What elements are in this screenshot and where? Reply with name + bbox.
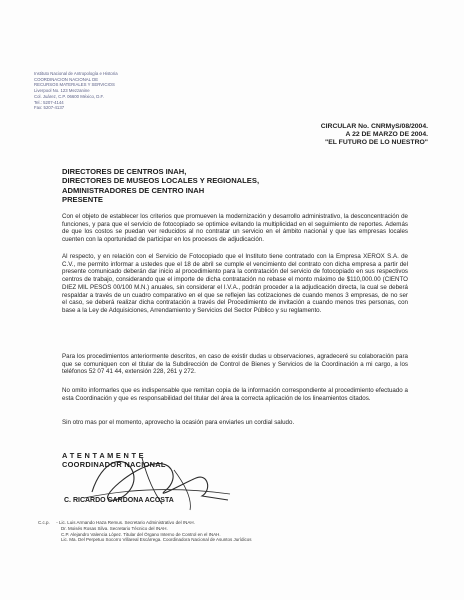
letterhead-line: Col. Juárez, C.P. 06600 México, D.F. [34, 93, 104, 99]
addressee-line: PRESENTE [62, 194, 103, 204]
circular-motto: "EL FUTURO DE LO NUESTRO" [325, 139, 428, 146]
letterhead-line: Liverpool No. 123 Mezzanine [34, 88, 90, 94]
ccp-recipient: - Lic. Luis Armando Haza Remus. Secretario Administrativo del INAH. [56, 520, 195, 525]
carbon-copy-list [38, 520, 368, 543]
addressee-line: DIRECTORES DE MUSEOS LOCALES Y REGIONALES, [62, 176, 260, 186]
addressee-line: ADMINISTRADORES DE CENTRO INAH [62, 185, 205, 195]
signer-title: COORDINADOR NACIONAL [62, 460, 166, 469]
letterhead-line: Instituto Nacional de Antropología e Historia [34, 71, 118, 76]
closing-text: A T E N T A M E N T E [62, 451, 144, 460]
ccp-recipient: Dr. Moisés Rosas Silva. Secretario Técnico del INAH. [61, 525, 168, 531]
ccp-label: C.c.p. [38, 520, 50, 525]
circular-date: A 22 DE MARZO DE 2004. [345, 131, 428, 138]
addressee-block [62, 167, 259, 204]
circular-number: CIRCULAR No. CNRMyS/08/2004. [320, 123, 428, 130]
signature-block [62, 440, 262, 520]
ccp-recipient: Lic. Ma. Del Perpetuo Socorro Villareal Escárrega. Coordinadora Nacional de Asuntos Jurídicos [61, 537, 252, 543]
body-paragraph: Sin otro mas por el momento, aprovecho la ocasión para enviarles un cordial saludo. [62, 419, 295, 426]
circular-header [321, 123, 428, 147]
letterhead-line: Tel.: 5207-4144 [34, 99, 64, 105]
letterhead-line: Fax: 5207-4137 [34, 105, 65, 111]
body-paragraph: Al respecto, y en relación con el Servicio de Fotocopiado que el Instituto tiene contratado con la Empresa XEROX S.A. de C.V., me permito informar a ustedes que el 18 de abril se cumple el vencimiento del contrato con dicha empresa a partir del presente comunicado deberán dar inicio al procedimiento para la contratación del servicio de fotocopiado en sus respectivos centros de trabajo, considerando que el importe de dicha contratación no rebase el monto máximo de $110,000.00 (CIENTO DIEZ MIL PESOS 00/100 M.N.) anuales, sin considerar el I.V.A., podrán proceder a la adjudicación directa, la cual se deberá respaldar a través de un cuadro comparativo en el que se reflejen las cotizaciones de cuando menos 3 empresas, de no ser el caso, se deberá realizar dicha contratación a través del Procedimiento de invitación a cuando menos tres personas, con base a la Ley de Adquisiciones, Arrendamiento y Servicios del Sector Público y su reglamento. [62, 253, 408, 314]
body-paragraph: Con el objeto de establecer los criterios que promueven la modernización y desarrollo administrativo, la desconcentración de funciones, y para que el servicio de fotocopiado se optimice evitando la multiplicidad en el seguimiento de reportes. Además de que los costos se puedan ver reducidos al no contratar un servicio en el ámbito nacional y que las empresas locales cuenten con la oportunidad de participar en los procesos de adjudicación. [62, 213, 408, 244]
ccp-recipient: C.P. Alejandro Valencia López. Titular del Órgano Interno de Control en el INAH. [61, 531, 221, 537]
signer-name: C. RICARDO CARDONA ACOSTA [64, 497, 174, 504]
addressee-line: DIRECTORES DE CENTROS INAH, [62, 167, 187, 176]
letterhead-line: RECURSOS MATERIALES Y SERVICIOS [34, 82, 115, 88]
letterhead [34, 71, 204, 111]
letterhead-line: COORDINACION NACIONAL DE [34, 76, 99, 82]
body-paragraph: Para los procedimientos anteriormente descritos, en caso de existir dudas u observaciones, agradeceré su colaboración para que se comuniquen con el titular de la Subdirección de Control de Bienes y Servicios de la Coordinación a mi cargo, a los teléfonos 52 07 41 44, extensión 228, 261 y 272. [62, 353, 408, 376]
body-paragraph: No omito informarles que es indispensable que remitan copia de la información correspondiente al procedimiento efectuado a esta Coordinación y que es responsabilidad del titular del área la correcta aplicación de los lineamientos citados. [62, 387, 408, 402]
